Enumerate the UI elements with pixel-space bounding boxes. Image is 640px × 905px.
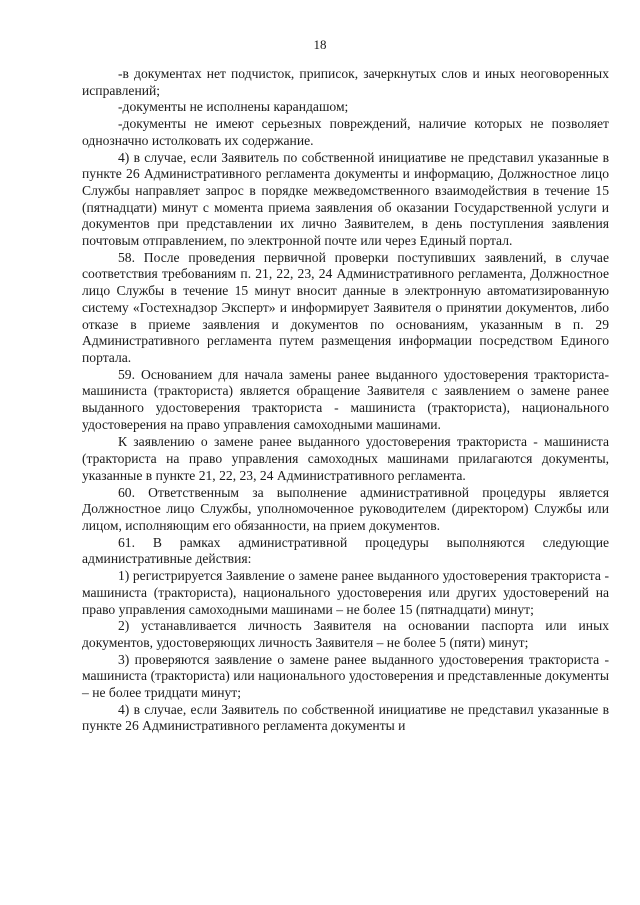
paragraph: 1) регистрируется Заявление о замене ранее выданного удостоверения тракториста - машиниста (тракториста), национального удостоверения или других удостоверений на право управления самоходными машинами – не более 15 (пятнадцати) минут;	[82, 568, 609, 617]
paragraph: 3) проверяются заявление о замене ранее выданного удостоверения тракториста - машиниста (тракториста) или национального удостоверения и представленные документы – не более тридцати минут;	[82, 651, 609, 701]
paragraph: -документы не исполнены карандашом;	[118, 99, 349, 115]
paragraph: 2) устанавливается личность Заявителя на основании паспорта или иных документов, удостоверяющих личность Заявителя – не более 5 (пяти) минут;	[82, 618, 609, 650]
page-number: 18	[313, 37, 327, 52]
paragraph: К заявлению о замене ранее выданного удостоверения тракториста - машиниста (тракториста на право управления самоходных машинами прилагаются документы, указанные в пункте 21, 22, 23, 24 Административного регламента.	[82, 434, 609, 483]
paragraph: 59. Основанием для начала замены ранее выданного удостоверения тракториста-машиниста (тракториста) является обращение Заявителя с заявлением о замене ранее выданного удостоверения тракториста - машиниста (тракториста), национального удостоверения на право управления самоходными машинами.	[82, 366, 609, 432]
paragraph: 4) в случае, если Заявитель по собственной инициативе не представил указанные в пункте 26 Административного регламента документы и	[82, 701, 609, 734]
paragraph: 4) в случае, если Заявитель по собственной инициативе не представил указанные в пункте 26 Административного регламента документы и информацию, Должностное лицо Службы направляет запрос в порядке межведомственного взаимодействия в течение 15 (пятнадцати) минут с момента приема заявления об оказании Государственной услуги и документов при представлении их лично Заявителем, в день поступления заявления почтовым отправлением, по электронной почте или через Единый портал.	[82, 149, 609, 249]
document-body	[82, 66, 609, 735]
paragraph: 60. Ответственным за выполнение административной процедуры является Должностное лицо Службы, уполномоченное руководителем (директором) Службы или лицом, исполняющим его обязанности, на прием документов.	[82, 484, 609, 533]
paragraph: 58. После проведения первичной проверки поступивших заявлений, в случае соответствия требованиям п. 21, 22, 23, 24 Административного регламента, Должностное лицо Службы в течение 15 минут вносит данные в электронную автоматизированную систему «Гостехнадзор Эксперт» и информирует Заявителя о принятии документов, либо отказе в приеме заявления и документов по основаниям, указанным в п. 29 Административного регламента путем размещения информации посредством Единого портала.	[82, 249, 609, 365]
paragraph: -документы не имеют серьезных повреждений, наличие которых не позволяет однозначно истолковать их содержание.	[82, 116, 609, 148]
paragraph: 61. В рамках административной процедуры выполняются следующие административные действия:	[82, 534, 609, 567]
paragraph: -в документах нет подчисток, приписок, зачеркнутых слов и иных неоговоренных исправлений;	[82, 66, 609, 98]
